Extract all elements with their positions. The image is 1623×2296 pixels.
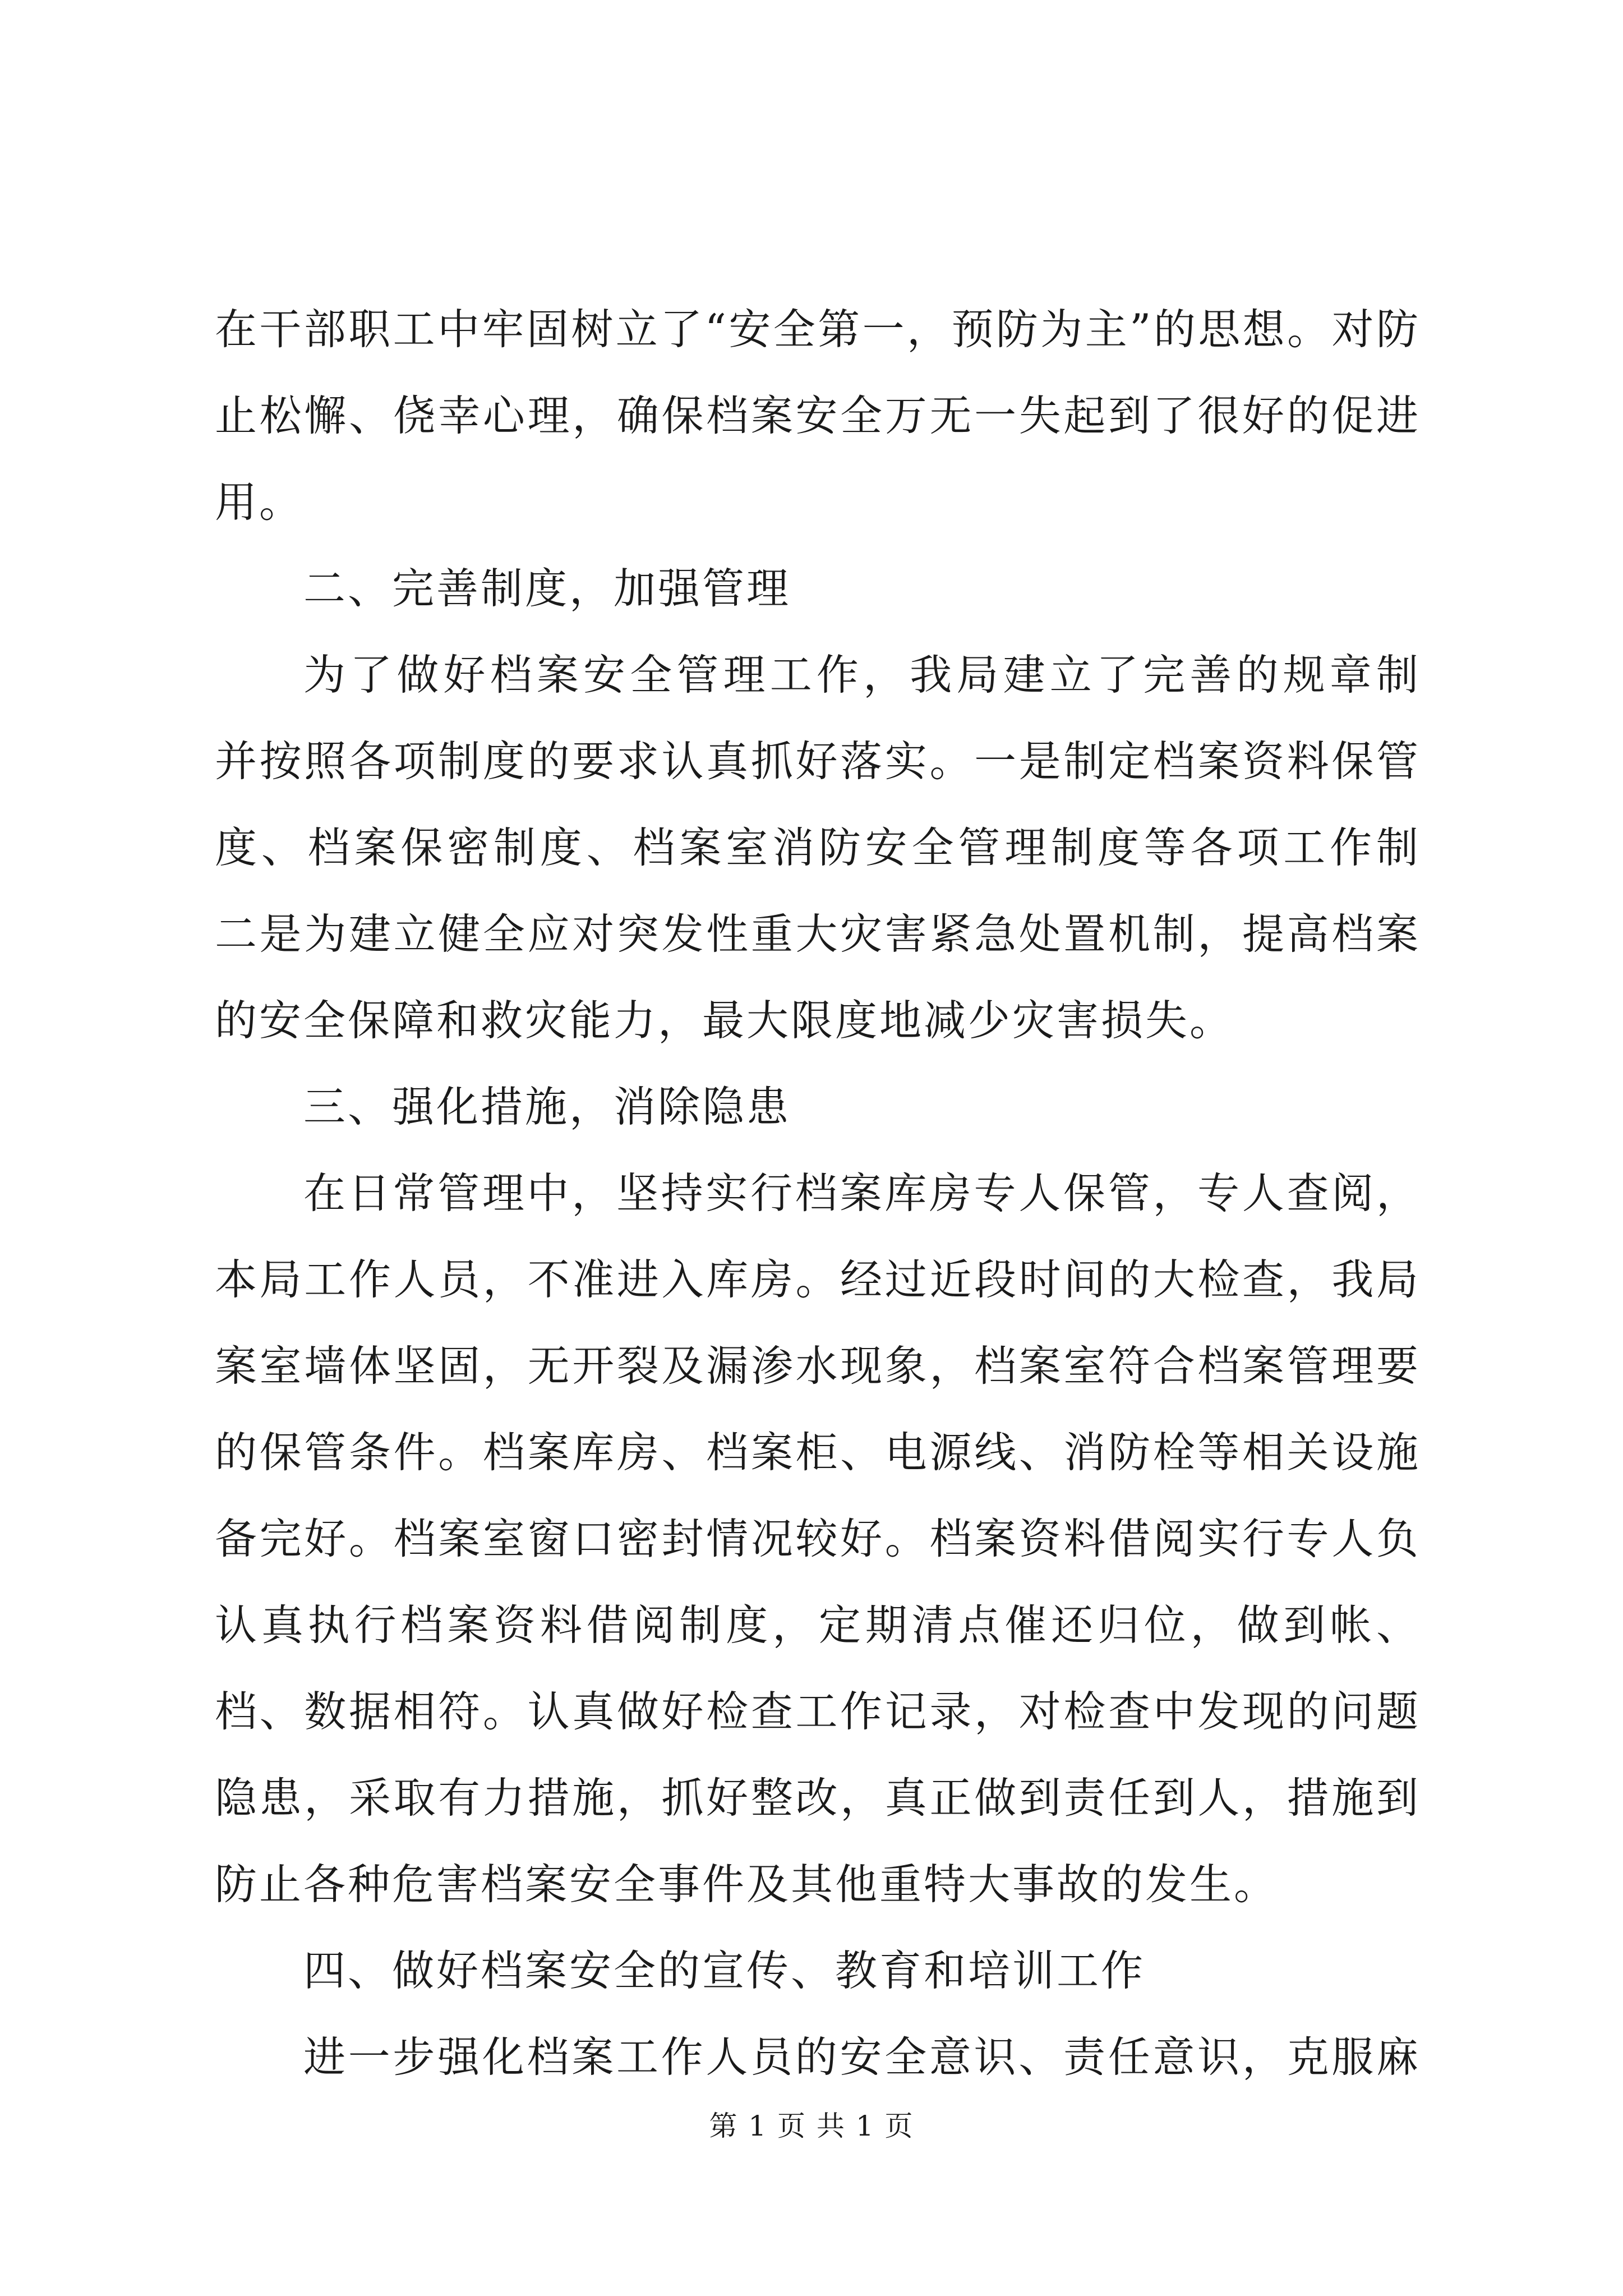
section-heading-3: 三、强化措施，消除隐患 xyxy=(303,1082,791,1131)
text-line-17: 档、数据相符。认真做好检查工作记录，对检查中发现的问题 xyxy=(215,1687,1421,1736)
text-line-6: 并按照各项制度的要求认真抓好落实。一是制定档案资料保管 xyxy=(215,737,1421,786)
text-line-3: 用。 xyxy=(215,477,304,527)
section-heading-2: 二、完善制度，加强管理 xyxy=(303,564,791,613)
text-line-9: 的安全保障和救灾能力，最大限度地减少灾害损失。 xyxy=(215,996,1234,1045)
page-footer xyxy=(0,2109,1623,2143)
text-line-12: 本局工作人员，不准进入库房。经过近段时间的大检查，我局 xyxy=(215,1255,1421,1304)
text-line-1: 在干部职工中牢固树立了“安全第一，预防为主”的思想。对防 xyxy=(215,305,1421,354)
text-line-18: 隐患，采取有力措施，抓好整改，真正做到责任到人，措施到 xyxy=(215,1773,1421,1823)
text-line-8: 二是为建立健全应对突发性重大灾害紧急处置机制，提高档案 xyxy=(215,909,1421,959)
text-line-5: 为了做好档案安全管理工作，我局建立了完善的规章制 xyxy=(303,650,1421,700)
text-line-2: 止松懈、侥幸心理，确保档案安全万无一失起到了很好的促进 xyxy=(215,391,1421,440)
page-number-label: 第 1 页 共 1 页 xyxy=(709,2110,914,2142)
text-line-15: 备完好。档案室窗口密封情况较好。档案资料借阅实行专人负 xyxy=(215,1514,1421,1563)
text-line-19: 防止各种危害档案安全事件及其他重特大事故的发生。 xyxy=(215,1860,1279,1909)
text-line-21: 进一步强化档案工作人员的安全意识、责任意识，克服麻 xyxy=(303,2032,1421,2082)
document-body xyxy=(215,286,1421,2100)
text-line-7: 度、档案保密制度、档案室消防安全管理制度等各项工作制 xyxy=(215,823,1421,872)
section-heading-4: 四、做好档案安全的宣传、教育和培训工作 xyxy=(303,1946,1146,1995)
text-line-14: 的保管条件。档案库房、档案柜、电源线、消防栓等相关设施 xyxy=(215,1428,1421,1477)
text-line-13: 案室墙体坚固，无开裂及漏渗水现象，档案室符合档案管理要 xyxy=(215,1341,1421,1391)
text-line-11: 在日常管理中，坚持实行档案库房专人保管，专人查阅， xyxy=(303,1168,1421,1218)
text-line-16: 认真执行档案资料借阅制度，定期清点催还归位，做到帐、 xyxy=(215,1600,1421,1650)
